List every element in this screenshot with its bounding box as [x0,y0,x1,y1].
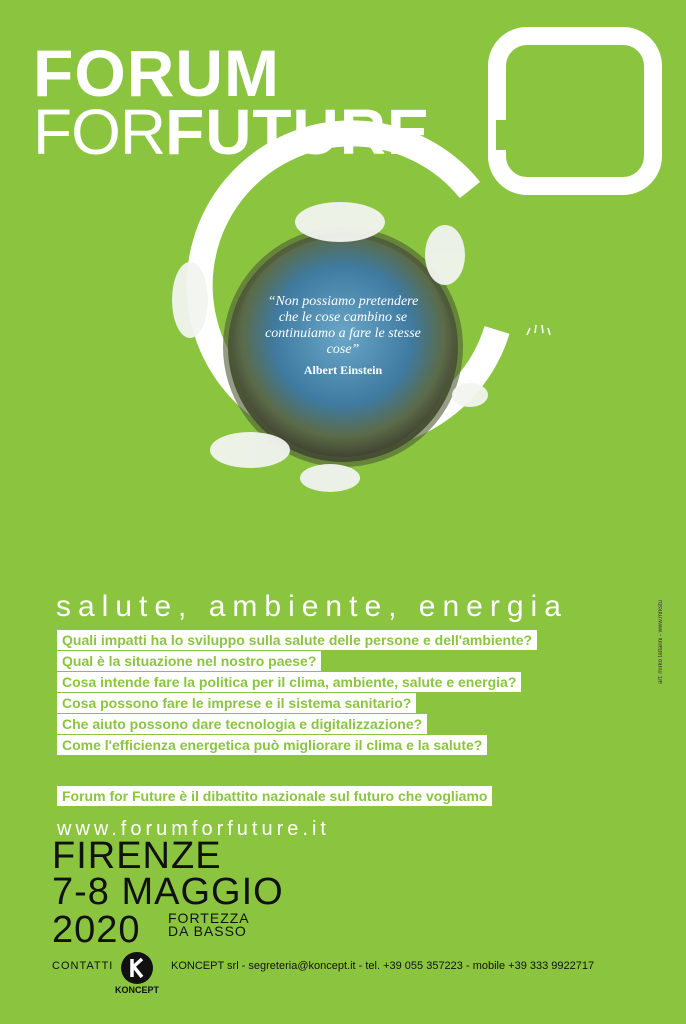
title-for-future [33,96,431,168]
contact-details: KONCEPT srl - segreteria@koncept.it - tel. +39 055 357223 - mobile +39 333 9922717 [171,960,595,972]
title-future: FUTURE [165,96,431,168]
motto: Forum for Future è il dibattito nazionale sul futuro che vogliamo [57,786,492,806]
question-item: Che aiuto possono dare tecnologia e digitalizzazione? [57,714,427,734]
tagline: salute, ambiente, energia [56,590,568,623]
event-city: FIRENZE [52,835,222,877]
art-credit: art: mirko tattarini - www.mrkstu [658,600,664,685]
title-for: FOR [33,96,166,168]
question-list [57,630,577,756]
question-item: Quali impatti ha lo sviluppo sulla salute delle persone e dell'ambiente? [57,630,537,650]
event-place-date [52,835,284,913]
event-venue [168,912,250,938]
einstein-quote [258,294,428,378]
contacts-label: CONTATTI [52,960,114,972]
question-item: Qual è la situazione nel nostro paese? [57,651,321,671]
quote-author: Albert Einstein [303,363,383,377]
website-link[interactable]: www.forumforfuture.it [57,818,330,840]
venue-line2: DA BASSO [168,923,247,939]
title-forum: FORUM [33,36,280,110]
event-dates: 7-8 MAGGIO [52,871,284,913]
koncept-logo-icon [120,951,154,985]
question-item: Cosa intende fare la politica per il clima, ambiente, salute e energia? [57,672,521,692]
question-item: Come l'efficienza energetica può migliorare il clima e la salute? [57,735,487,755]
event-year: 2020 [52,909,141,951]
venue-line1: FORTEZZA [168,910,250,926]
logo-text: KONCEPT [115,985,160,995]
quote-text: “Non possiamo pretendere che le cose cambino se continuiamo a fare le stesse cose” [265,294,421,357]
question-item: Cosa possono fare le imprese e il sistema sanitario? [57,693,416,713]
